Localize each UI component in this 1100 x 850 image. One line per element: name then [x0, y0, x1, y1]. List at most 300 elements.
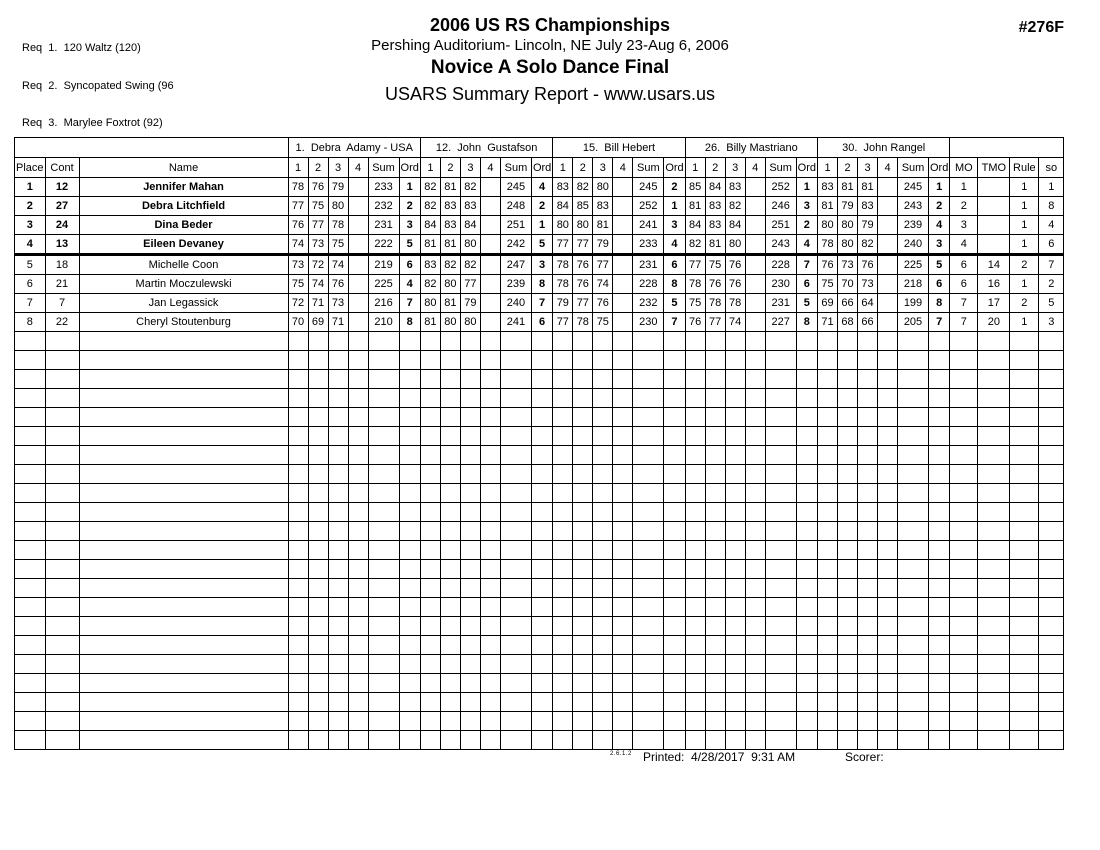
so-cell [1039, 712, 1064, 731]
judge-name-header-4: 26. Billy Mastriano [685, 138, 817, 158]
score-cell [348, 560, 368, 579]
sum-cell [368, 465, 399, 484]
ord-cell [929, 427, 950, 446]
name-cell [79, 636, 288, 655]
ord-cell [399, 332, 420, 351]
score-cell: 80 [725, 235, 745, 255]
empty-row [15, 598, 1064, 617]
judge2-trial4-header: 4 [480, 158, 500, 178]
tmo-column-header: TMO [978, 158, 1010, 178]
score-cell: 74 [328, 255, 348, 275]
score-cell [685, 636, 705, 655]
requirement-line-1: Req 1. 120 Waltz (120) [22, 42, 141, 54]
score-cell: 80 [460, 313, 480, 332]
rule-cell [1010, 370, 1039, 389]
rule-cell: 1 [1010, 313, 1039, 332]
tmo-cell [978, 197, 1010, 216]
mo-cell [950, 674, 978, 693]
document-number: #276F [1018, 19, 1064, 36]
score-cell [348, 389, 368, 408]
name-cell [79, 332, 288, 351]
tmo-cell: 14 [978, 255, 1010, 275]
rule-cell [1010, 674, 1039, 693]
ord-cell: 8 [929, 294, 950, 313]
score-cell: 76 [308, 178, 328, 197]
score-cell [613, 294, 633, 313]
empty-row [15, 579, 1064, 598]
score-cell [613, 389, 633, 408]
ord-cell: 5 [796, 294, 817, 313]
score-cell [480, 465, 500, 484]
ord-cell [531, 655, 552, 674]
empty-row [15, 674, 1064, 693]
score-cell [725, 446, 745, 465]
ord-cell [399, 389, 420, 408]
judge1-trial3-header: 3 [328, 158, 348, 178]
ord-cell [399, 731, 420, 750]
cont-cell [45, 598, 79, 617]
score-cell [460, 560, 480, 579]
score-cell [288, 351, 308, 370]
score-cell: 82 [460, 255, 480, 275]
score-cell [420, 674, 440, 693]
score-cell [328, 389, 348, 408]
score-cell: 77 [553, 235, 573, 255]
table-row [15, 178, 1064, 197]
score-cell [348, 332, 368, 351]
ord-cell [664, 598, 685, 617]
mo-cell [950, 598, 978, 617]
table-row [15, 275, 1064, 294]
cont-cell [45, 370, 79, 389]
score-cell [420, 522, 440, 541]
ord-cell [531, 541, 552, 560]
score-cell [440, 408, 460, 427]
score-cell [818, 579, 838, 598]
score-cell [328, 370, 348, 389]
ord-cell: 7 [399, 294, 420, 313]
score-cell [705, 693, 725, 712]
score-cell [613, 216, 633, 235]
rule-cell [1010, 731, 1039, 750]
place-cell [15, 560, 46, 579]
score-cell [420, 484, 440, 503]
score-cell [460, 636, 480, 655]
score-cell: 81 [420, 235, 440, 255]
ord-cell: 8 [399, 313, 420, 332]
score-cell [745, 731, 765, 750]
score-cell [593, 351, 613, 370]
rule-cell [1010, 598, 1039, 617]
judge3-trial1-header: 1 [553, 158, 573, 178]
sum-cell [633, 408, 664, 427]
mo-cell [950, 427, 978, 446]
sum-cell [500, 389, 531, 408]
score-cell [308, 465, 328, 484]
score-cell [480, 427, 500, 446]
venue-line: Pershing Auditorium- Lincoln, NE July 23-Aug 6, 2006 [371, 37, 729, 54]
score-cell [328, 332, 348, 351]
sum-cell [765, 579, 796, 598]
score-cell [440, 598, 460, 617]
empty-row [15, 655, 1064, 674]
sum-cell [500, 579, 531, 598]
ord-cell [796, 465, 817, 484]
sum-cell [368, 617, 399, 636]
ord-cell [796, 484, 817, 503]
ord-cell [664, 389, 685, 408]
mo-cell: 6 [950, 255, 978, 275]
ord-cell: 3 [664, 216, 685, 235]
score-cell [573, 674, 593, 693]
sum-cell [500, 731, 531, 750]
score-cell [348, 255, 368, 275]
sum-cell [633, 332, 664, 351]
sum-cell [765, 389, 796, 408]
so-cell [1039, 503, 1064, 522]
score-cell [440, 655, 460, 674]
ord-cell [929, 503, 950, 522]
sum-cell [368, 446, 399, 465]
score-cell [685, 503, 705, 522]
ord-cell [531, 598, 552, 617]
score-cell [440, 617, 460, 636]
score-cell [858, 484, 878, 503]
name-cell: Jan Legassick [79, 294, 288, 313]
score-cell: 83 [705, 216, 725, 235]
score-cell [480, 178, 500, 197]
score-cell [685, 332, 705, 351]
name-cell [79, 465, 288, 484]
score-cell [420, 579, 440, 598]
score-cell [288, 446, 308, 465]
cont-cell: 12 [45, 178, 79, 197]
sum-cell: 225 [898, 255, 929, 275]
score-cell [613, 332, 633, 351]
score-cell [725, 636, 745, 655]
rule-cell: 1 [1010, 197, 1039, 216]
ord-cell: 1 [399, 178, 420, 197]
mo-cell [950, 731, 978, 750]
score-cell [328, 712, 348, 731]
score-cell [573, 598, 593, 617]
tmo-cell [978, 674, 1010, 693]
ord-cell [929, 484, 950, 503]
place-cell [15, 351, 46, 370]
ord-cell: 5 [531, 235, 552, 255]
score-cell [420, 351, 440, 370]
empty-row [15, 731, 1064, 750]
cont-cell [45, 484, 79, 503]
judge5-trial2-header: 2 [838, 158, 858, 178]
title-block [0, 15, 1100, 105]
score-cell [553, 598, 573, 617]
name-cell: Jennifer Mahan [79, 178, 288, 197]
score-cell: 73 [328, 294, 348, 313]
score-cell [593, 674, 613, 693]
cont-cell [45, 427, 79, 446]
score-cell [553, 389, 573, 408]
sum-cell [633, 351, 664, 370]
ord-cell [664, 617, 685, 636]
ord-cell: 2 [399, 197, 420, 216]
score-cell [878, 408, 898, 427]
ord-cell [664, 522, 685, 541]
score-cell [705, 408, 725, 427]
mo-column-header: MO [950, 158, 978, 178]
score-cell: 76 [685, 313, 705, 332]
sum-cell [500, 617, 531, 636]
score-cell [460, 427, 480, 446]
score-cell [553, 731, 573, 750]
ord-cell [796, 541, 817, 560]
score-cell [705, 522, 725, 541]
score-cell [308, 351, 328, 370]
tmo-cell [978, 408, 1010, 427]
score-cell [593, 332, 613, 351]
score-cell [745, 235, 765, 255]
sum-cell: 247 [500, 255, 531, 275]
tmo-cell [978, 560, 1010, 579]
score-cell [745, 351, 765, 370]
empty-row [15, 465, 1064, 484]
score-cell [725, 351, 745, 370]
score-cell: 81 [685, 197, 705, 216]
score-cell [480, 294, 500, 313]
sum-cell [633, 560, 664, 579]
score-cell: 79 [553, 294, 573, 313]
mo-cell [950, 465, 978, 484]
name-cell: Debra Litchfield [79, 197, 288, 216]
rule-cell: 2 [1010, 294, 1039, 313]
score-cell [480, 332, 500, 351]
score-cell [705, 636, 725, 655]
ord-cell: 1 [664, 197, 685, 216]
score-cell [745, 541, 765, 560]
score-cell [685, 655, 705, 674]
sum-cell: 222 [368, 235, 399, 255]
ord-cell [531, 465, 552, 484]
score-cell [480, 541, 500, 560]
score-cell: 76 [858, 255, 878, 275]
so-cell [1039, 598, 1064, 617]
score-cell [440, 370, 460, 389]
judge1-trial1-header: 1 [288, 158, 308, 178]
score-cell [685, 693, 705, 712]
ord-cell [399, 351, 420, 370]
mo-cell [950, 503, 978, 522]
score-cell [460, 389, 480, 408]
score-cell [308, 693, 328, 712]
score-cell [328, 598, 348, 617]
score-cell [818, 427, 838, 446]
score-cell [685, 465, 705, 484]
sum-cell: 231 [765, 294, 796, 313]
sum-cell: 245 [633, 178, 664, 197]
sum-cell [633, 465, 664, 484]
score-cell [613, 313, 633, 332]
score-cell: 76 [705, 275, 725, 294]
score-cell [420, 389, 440, 408]
score-cell [328, 541, 348, 560]
sum-cell [898, 370, 929, 389]
score-cell: 77 [573, 294, 593, 313]
score-cell: 83 [440, 197, 460, 216]
cont-cell [45, 579, 79, 598]
ord-cell [531, 484, 552, 503]
score-cell [348, 636, 368, 655]
score-cell: 78 [328, 216, 348, 235]
so-cell: 6 [1039, 235, 1064, 255]
sum-cell: 241 [500, 313, 531, 332]
score-cell: 80 [838, 235, 858, 255]
score-cell [460, 674, 480, 693]
score-cell [573, 560, 593, 579]
score-cell [328, 731, 348, 750]
sum-cell [368, 351, 399, 370]
ord-cell [399, 446, 420, 465]
score-cell [818, 522, 838, 541]
ord-cell [399, 427, 420, 446]
score-cell [725, 598, 745, 617]
score-cell [613, 178, 633, 197]
score-cell [745, 275, 765, 294]
score-cell [308, 674, 328, 693]
ord-cell: 7 [796, 255, 817, 275]
sum-cell: 252 [633, 197, 664, 216]
score-cell [420, 598, 440, 617]
tmo-cell [978, 541, 1010, 560]
score-cell: 69 [818, 294, 838, 313]
score-cell: 81 [705, 235, 725, 255]
score-cell: 70 [288, 313, 308, 332]
so-cell [1039, 636, 1064, 655]
score-cell [858, 370, 878, 389]
ord-cell [664, 408, 685, 427]
score-cell: 75 [685, 294, 705, 313]
place-cell [15, 541, 46, 560]
score-cell: 76 [593, 294, 613, 313]
score-cell [460, 370, 480, 389]
score-cell [593, 655, 613, 674]
score-cell [288, 503, 308, 522]
place-cell [15, 389, 46, 408]
empty-row [15, 351, 1064, 370]
score-cell: 83 [705, 197, 725, 216]
score-cell: 80 [838, 216, 858, 235]
cont-cell: 13 [45, 235, 79, 255]
score-cell [288, 389, 308, 408]
score-cell [613, 235, 633, 255]
ord-cell: 5 [664, 294, 685, 313]
name-cell [79, 693, 288, 712]
sum-cell [898, 465, 929, 484]
table-row [15, 216, 1064, 235]
score-cell [420, 446, 440, 465]
ord-cell: 4 [399, 275, 420, 294]
score-cell [838, 674, 858, 693]
score-cell [460, 617, 480, 636]
score-cell [460, 408, 480, 427]
score-cell: 64 [858, 294, 878, 313]
report-subtitle: USARS Summary Report - www.usars.us [384, 84, 716, 104]
sum-cell: 205 [898, 313, 929, 332]
score-cell [348, 674, 368, 693]
score-cell [348, 235, 368, 255]
tmo-cell [978, 332, 1010, 351]
score-cell [328, 579, 348, 598]
score-cell [745, 446, 765, 465]
ord-cell: 7 [929, 313, 950, 332]
score-cell [745, 389, 765, 408]
score-cell: 80 [328, 197, 348, 216]
score-cell [745, 712, 765, 731]
ord-cell [399, 636, 420, 655]
ord-cell [531, 579, 552, 598]
tmo-cell [978, 617, 1010, 636]
sum-cell [765, 636, 796, 655]
ord-cell [796, 655, 817, 674]
ord-cell [796, 503, 817, 522]
score-cell [348, 294, 368, 313]
score-cell [420, 503, 440, 522]
score-cell [705, 731, 725, 750]
empty-row [15, 503, 1064, 522]
ord-cell [664, 332, 685, 351]
sum-cell [765, 541, 796, 560]
cont-cell [45, 674, 79, 693]
so-cell [1039, 579, 1064, 598]
score-cell: 69 [308, 313, 328, 332]
place-cell [15, 484, 46, 503]
score-cell [613, 351, 633, 370]
score-cell [725, 560, 745, 579]
score-cell [705, 560, 725, 579]
score-cell [725, 370, 745, 389]
score-cell [818, 503, 838, 522]
score-cell [858, 465, 878, 484]
score-cell [573, 503, 593, 522]
score-cell [328, 617, 348, 636]
score-cell: 84 [705, 178, 725, 197]
judge-name-header-2: 12. John Gustafson [420, 138, 552, 158]
sum-cell [765, 465, 796, 484]
score-cell [725, 389, 745, 408]
sum-cell [898, 560, 929, 579]
mo-cell: 6 [950, 275, 978, 294]
score-cell [553, 560, 573, 579]
ord-cell [531, 408, 552, 427]
sum-cell: 233 [368, 178, 399, 197]
table-row [15, 255, 1064, 275]
score-cell [480, 712, 500, 731]
score-cell [878, 655, 898, 674]
score-cell [725, 484, 745, 503]
ord-cell [796, 598, 817, 617]
score-cell: 66 [838, 294, 858, 313]
ord-cell [531, 351, 552, 370]
score-cell [308, 389, 328, 408]
score-cell [878, 389, 898, 408]
score-cell [573, 693, 593, 712]
judge-name-header-5: 30. John Rangel [818, 138, 950, 158]
score-cell [593, 427, 613, 446]
score-cell [348, 484, 368, 503]
sum-cell [368, 579, 399, 598]
score-cell [878, 216, 898, 235]
tmo-cell [978, 636, 1010, 655]
score-cell [308, 655, 328, 674]
